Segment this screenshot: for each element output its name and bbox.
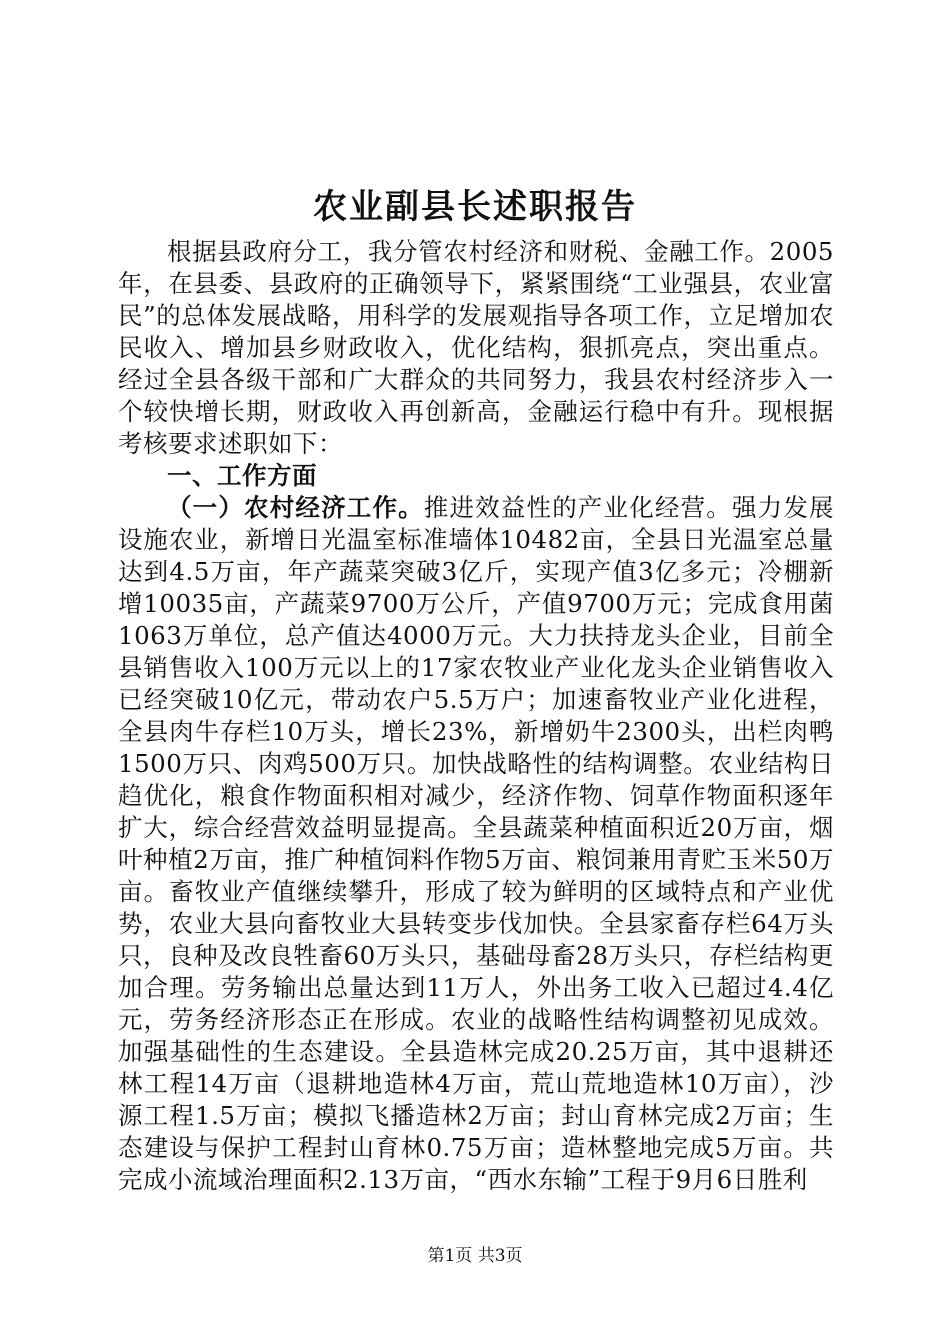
document-title: 农业副县长述职报告	[313, 187, 637, 227]
subsection-text: 推进效益性的产业化经营。强力发展设施农业，新增日光温室标准墙体10482亩，全县日光温室总量达到4.5万亩，年产蔬菜突破3亿斤，实现产值3亿多元；冷棚新增10035亩，产蔬菜9700万公斤，产值9700万元；完成食用菌1063万单位，总产值达4000万元。大力扶持龙头企业，目前全县销售收入100万元以上的17家农牧业产业化龙头企业销售收入已经突破10亿元，带动农户5.5万户；加速畜牧业产业化进程，全县肉牛存栏10万头，增长23%，新增奶牛2300头，出栏肉鸭1500万只、肉鸡500万只。加快战略性的结构调整。农业结构日趋优化，粮食作物面积相对减少，经济作物、饲草作物面积逐年扩大，综合经营效益明显提高。全县蔬菜种植面积近20万亩，烟叶种植2万亩，推广种植饲料作物5万亩、粮饲兼用青贮玉米50万亩。畜牧业产值继续攀升，形成了较为鲜明的区域特点和产业优势，农业大县向畜牧业大县转变步伐加快。全县家畜存栏64万头只，良种及改良牲畜60万头只，基础母畜28万头只，存栏结构更加合理。劳务输出总量达到11万人，外出务工收入已超过4.4亿元，劳务经济形态正在形成。农业的战略性结构调整初见成效。加强基础性的生态建设。全县造林完成20.25万亩，其中退耕还林工程14万亩（退耕地造林4万亩，荒山荒地造林10万亩），沙源工程1.5万亩；模拟飞播造林2万亩；封山育林完成2万亩；生态建设与保护工程封山育林0.75万亩；造林整地完成5万亩。共完成小流域治理面积2.13万亩，“西水东输”工程于9月6日胜利	[118, 493, 835, 1194]
section-heading: 一、工作方面	[167, 461, 317, 490]
subsection-label: （一）农村经济工作。	[167, 493, 424, 522]
page-footer: 第1页 共3页	[427, 1246, 523, 1266]
document-body	[118, 236, 834, 1196]
intro-paragraph: 根据县政府分工，我分管农村经济和财税、金融工作。2005年，在县委、县政府的正确领导下，紧紧围绕“工业强县，农业富民”的总体发展战略，用科学的发展观指导各项工作，立足增加农民收入、增加县乡财政收入，优化结构，狠抓亮点，突出重点。经过全县各级干部和广大群众的共同努力，我县农村经济步入一个较快增长期，财政收入再创新高，金融运行稳中有升。现根据考核要求述职如下：	[118, 237, 834, 458]
subsection-paragraph	[118, 492, 834, 1196]
